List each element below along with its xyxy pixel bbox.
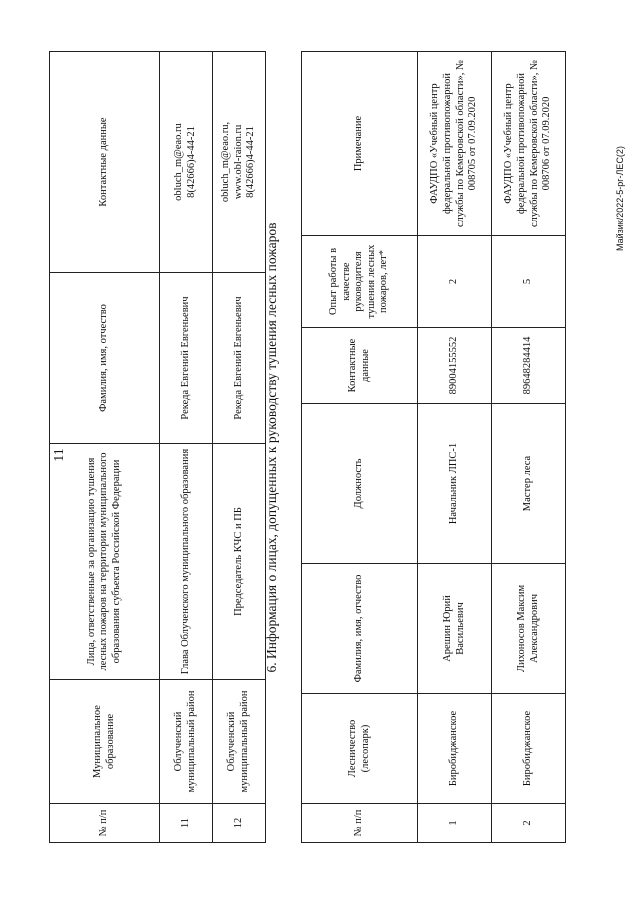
table-row [492, 52, 566, 843]
contact-phone: 8(42666)4-44-21 [245, 126, 257, 198]
position: Начальник ЛПС-1 [418, 404, 492, 564]
table-row [160, 52, 213, 843]
header-cell: Лица, ответственные за организацию тушения лесных пожаров на территории муниципального образования субъекта Российской Федерации [50, 444, 160, 680]
contact-phone: 89004155552 [418, 328, 492, 404]
forestry: Биробиджанское [418, 694, 492, 804]
header-cell: Муниципальное образование [50, 680, 160, 804]
contact-cell [213, 52, 266, 273]
contact-cell [160, 52, 213, 273]
header-cell: Фамилия, имя, отчество [302, 564, 418, 694]
responsible-position: Председатель КЧС и ПБ [213, 444, 266, 680]
header-cell: Контактные данные [302, 328, 418, 404]
municipality: Облученский муниципальный район [213, 680, 266, 804]
forestry: Биробиджанское [492, 694, 566, 804]
header-cell: № п/п [302, 804, 418, 843]
note: ФАУДПО «Учебный центр федеральной противопожарной службы по Кемеровской области», № 008706 от 07.09.2020 [492, 52, 566, 236]
table-header-row [302, 52, 418, 843]
person-name: Рекеда Евгений Евгеньевич [213, 273, 266, 444]
header-cell: Лесничество (лесопарк) [302, 694, 418, 804]
person-name: Арешин Юрий Васильевич [418, 564, 492, 694]
contact-email: obluch_m@eao.ru, [220, 121, 232, 203]
fire-managers-table [301, 51, 566, 843]
experience-years: 5 [492, 236, 566, 328]
contact-email: obluch_m@eao.ru [173, 123, 185, 201]
header-cell: № п/п [50, 804, 160, 843]
table-row [213, 52, 266, 843]
table-header-row [50, 52, 160, 843]
position: Мастер леса [492, 404, 566, 564]
experience-years: 2 [418, 236, 492, 328]
row-number: 1 [418, 804, 492, 843]
row-number: 2 [492, 804, 566, 843]
municipality: Облученский муниципальный район [160, 680, 213, 804]
page-number: 11 [52, 448, 67, 462]
document-code: Майзик/2022-5-рг-ЛЕС(2) [615, 146, 625, 251]
contact-website: www.obl-raion.ru [232, 124, 244, 200]
contact-phone: 89648284414 [492, 328, 566, 404]
contact-phone: 8(42666)4-44-21 [186, 126, 197, 198]
header-cell: Контактные данные [50, 52, 160, 273]
note: ФАУДПО «Учебный центр федеральной противопожарной службы по Кемеровской области», № 008705 от 07.09.2020 [418, 52, 492, 236]
rotated-sheet [40, 52, 600, 852]
row-number: 12 [213, 804, 266, 843]
person-name: Рекеда Евгений Евгеньевич [160, 273, 213, 444]
section-title: 6. Информация о лицах, допущенных к руководству тушения лесных пожаров [264, 222, 279, 673]
responsible-persons-table [49, 51, 266, 843]
header-cell: Опыт работы в качестве руководителя тушения лесных пожаров, лет* [302, 236, 418, 328]
table-row [418, 52, 492, 843]
person-name: Лихоносов Максим Александрович [492, 564, 566, 694]
row-number: 11 [160, 804, 213, 843]
header-cell: Фамилия, имя, отчество [50, 273, 160, 444]
header-cell: Должность [302, 404, 418, 564]
responsible-position: Глава Облученского муниципального образования [160, 444, 213, 680]
header-cell: Примечание [302, 52, 418, 236]
